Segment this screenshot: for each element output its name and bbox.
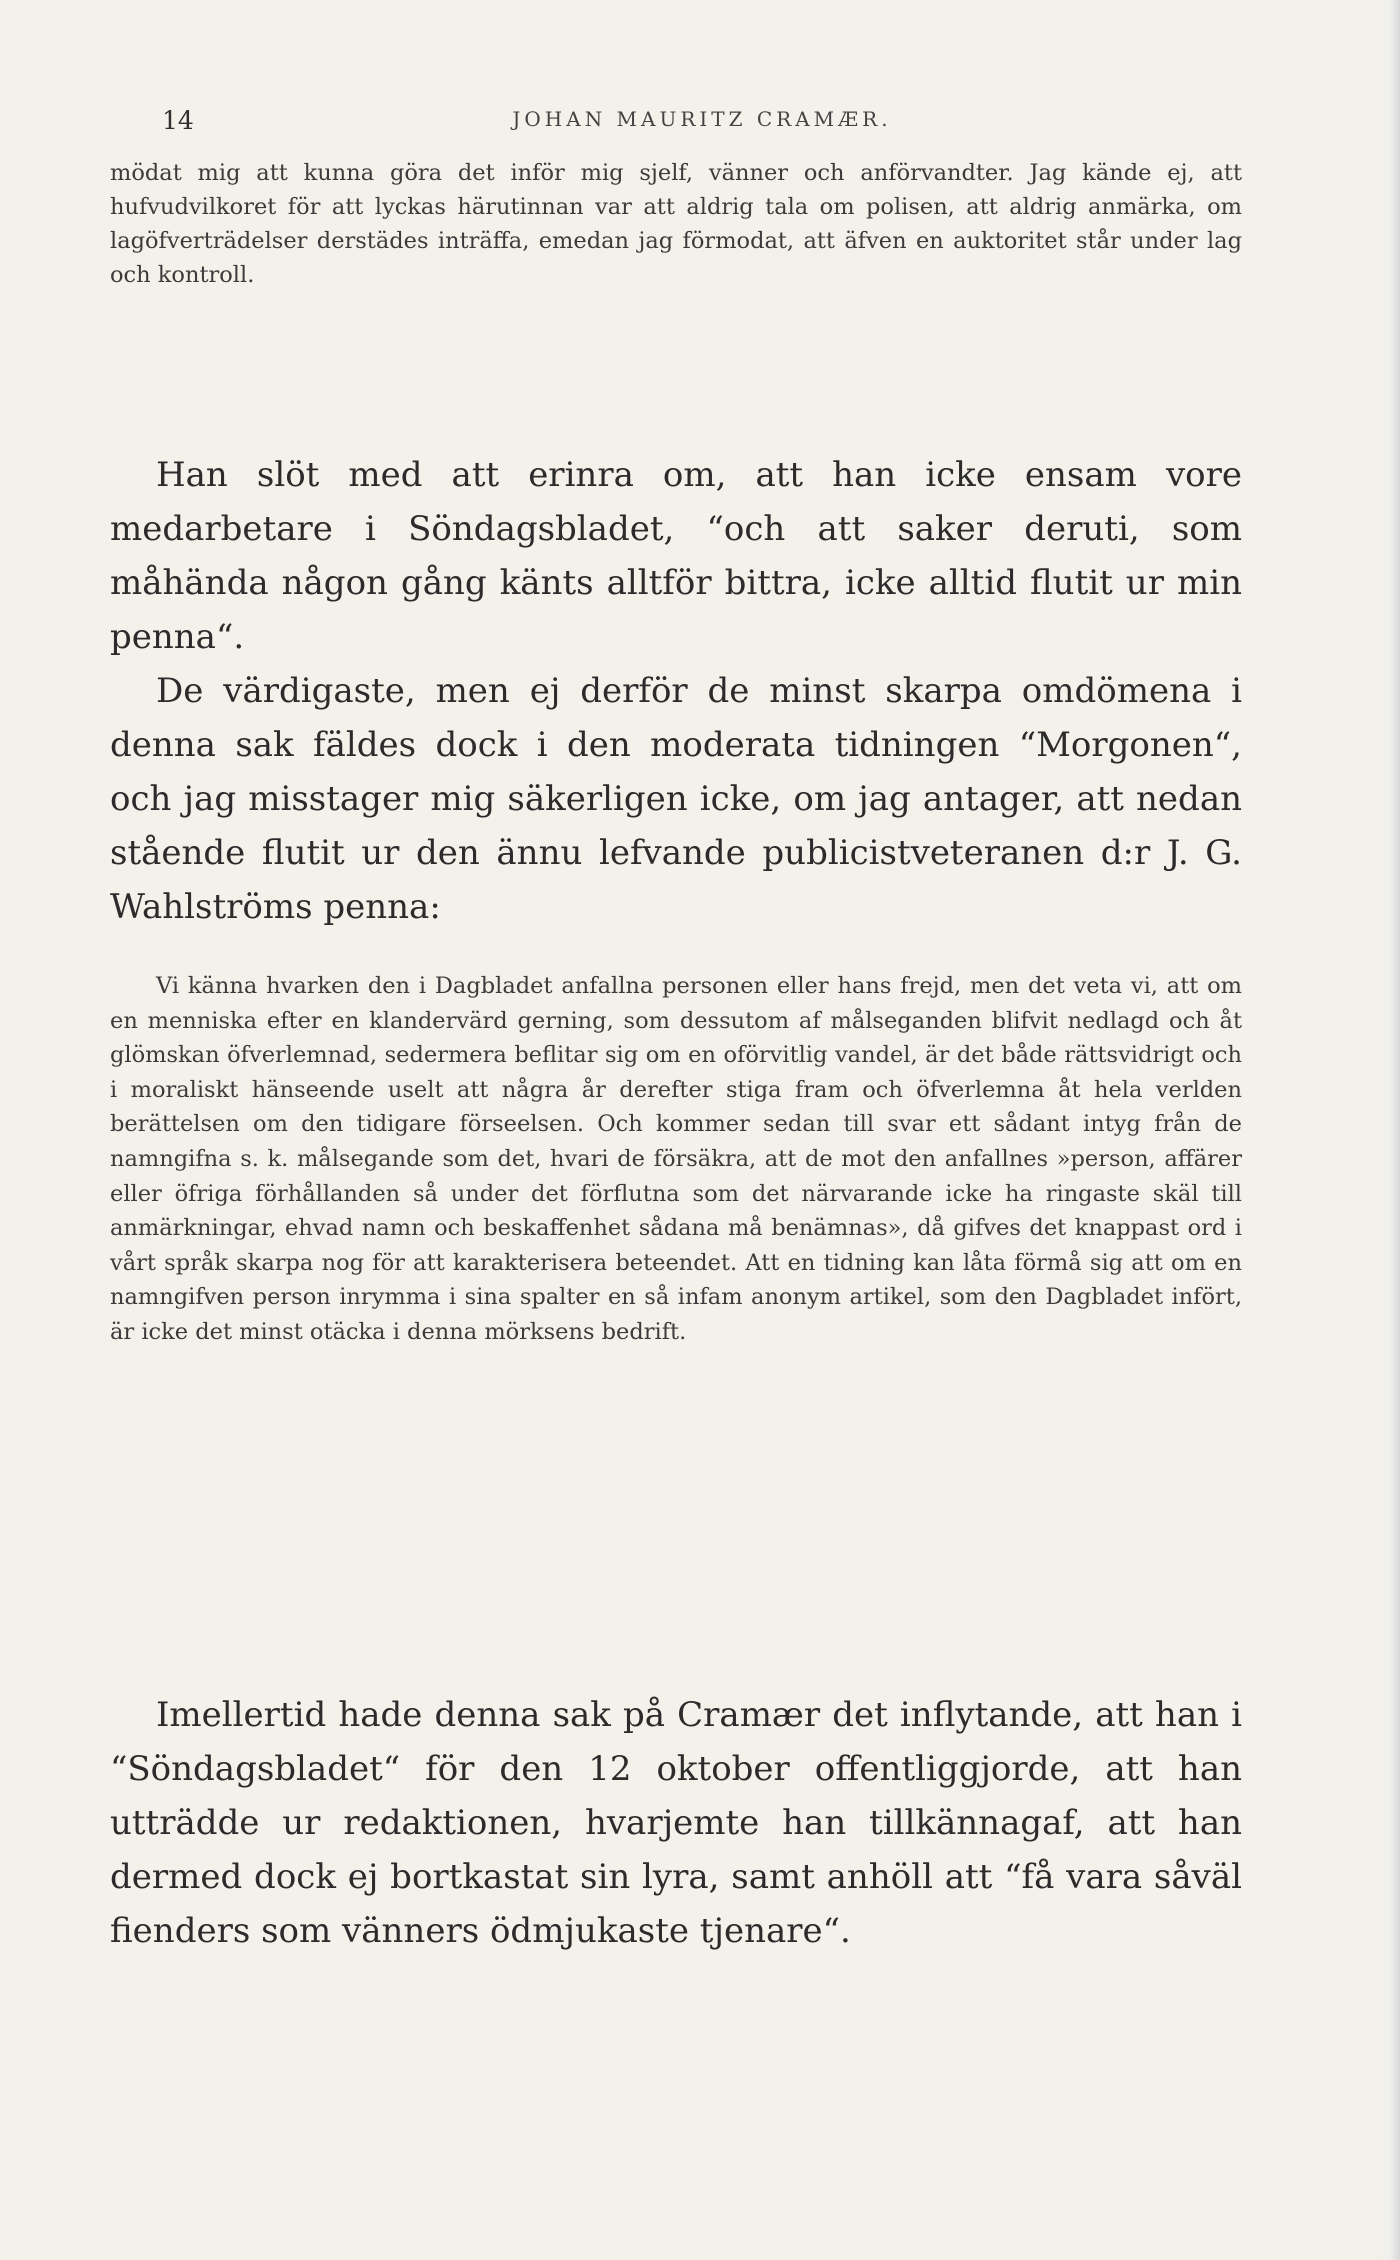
quoted-paragraph: Vi känna hvarken den i Dagbladet anfallna personen eller hans frejd, men det veta vi, att om en menniska efter en klandervärd gerning, som dessutom af målseganden blifvit nedlagd och åt glömskan öfverlemnad, sedermera beflitar sig om en oförvitlig vandel, är det både rättsvidrigt och i moraliskt hänseende uselt att några år derefter stiga fram och öfverlemna åt hela verlden berättelsen om den tidigare förseelsen. Och kommer sedan till svar ett sådant intyg från de namngifna s. k. målsegande som det, hvari de försäkra, att de mot den anfallnes »person, affärer eller öfriga förhållanden så under det förflutna som det närvarande icke ha ringaste skäl till anmärkningar, ehvad namn och beskaffenhet sådana må benämnas», då gifves det knappast ord i vårt språk skarpa nog för att karakterisera beteendet. Att en tidning kan låta förmå sig att om en namngifven person inrymma i sina spalter en så infam anonym artikel, som den Dagbladet infört, är icke det minst otäcka i denna mörksens bedrift.	[110, 973, 1242, 1345]
body-paragraph-2: De värdigaste, men ej derför de minst skarpa omdömena i denna sak fäldes dock i den moderata tidningen “Morgonen“, och jag misstager mig säkerligen icke, om jag antager, att nedan stående flutit ur den ännu lefvande publicistveteranen d:r J. G. Wahlströms penna:	[110, 671, 1242, 927]
page-edge-shadow	[1378, 0, 1400, 2260]
body-paragraph-1: Han slöt med att erinra om, att han icke ensam vore medarbetare i Söndagsbladet, “och att saker deruti, som måhända någon gång känts alltför bittra, icke alltid flutit ur min penna“.	[110, 455, 1242, 657]
body-paragraph-3: Imellertid hade denna sak på Cramær det inflytande, att han i “Söndagsbladet“ för den 12 oktober offentliggjorde, att han utträdde ur redaktionen, hvarjemte han tillkännagaf, att han dermed dock ej bortkastat sin lyra, samt anhöll att “få vara såväl fienders som vänners ödmjukaste tjenare“.	[110, 1695, 1242, 1951]
opening-paragraph: mödat mig att kunna göra det inför mig sjelf, vänner och anförvandter. Jag kände ej, att hufvudvilkoret för att lyckas härutinnan var att aldrig tala om polisen, att aldrig anmärka, om lagöfverträdelser derstädes inträffa, emedan jag förmodat, att äfven en auktoritet står under lag och kontroll.	[110, 160, 1242, 288]
page-number: 14	[162, 106, 194, 135]
running-title: JOHAN MAURITZ CRAMÆR.	[512, 107, 892, 131]
page-header	[162, 106, 1242, 146]
